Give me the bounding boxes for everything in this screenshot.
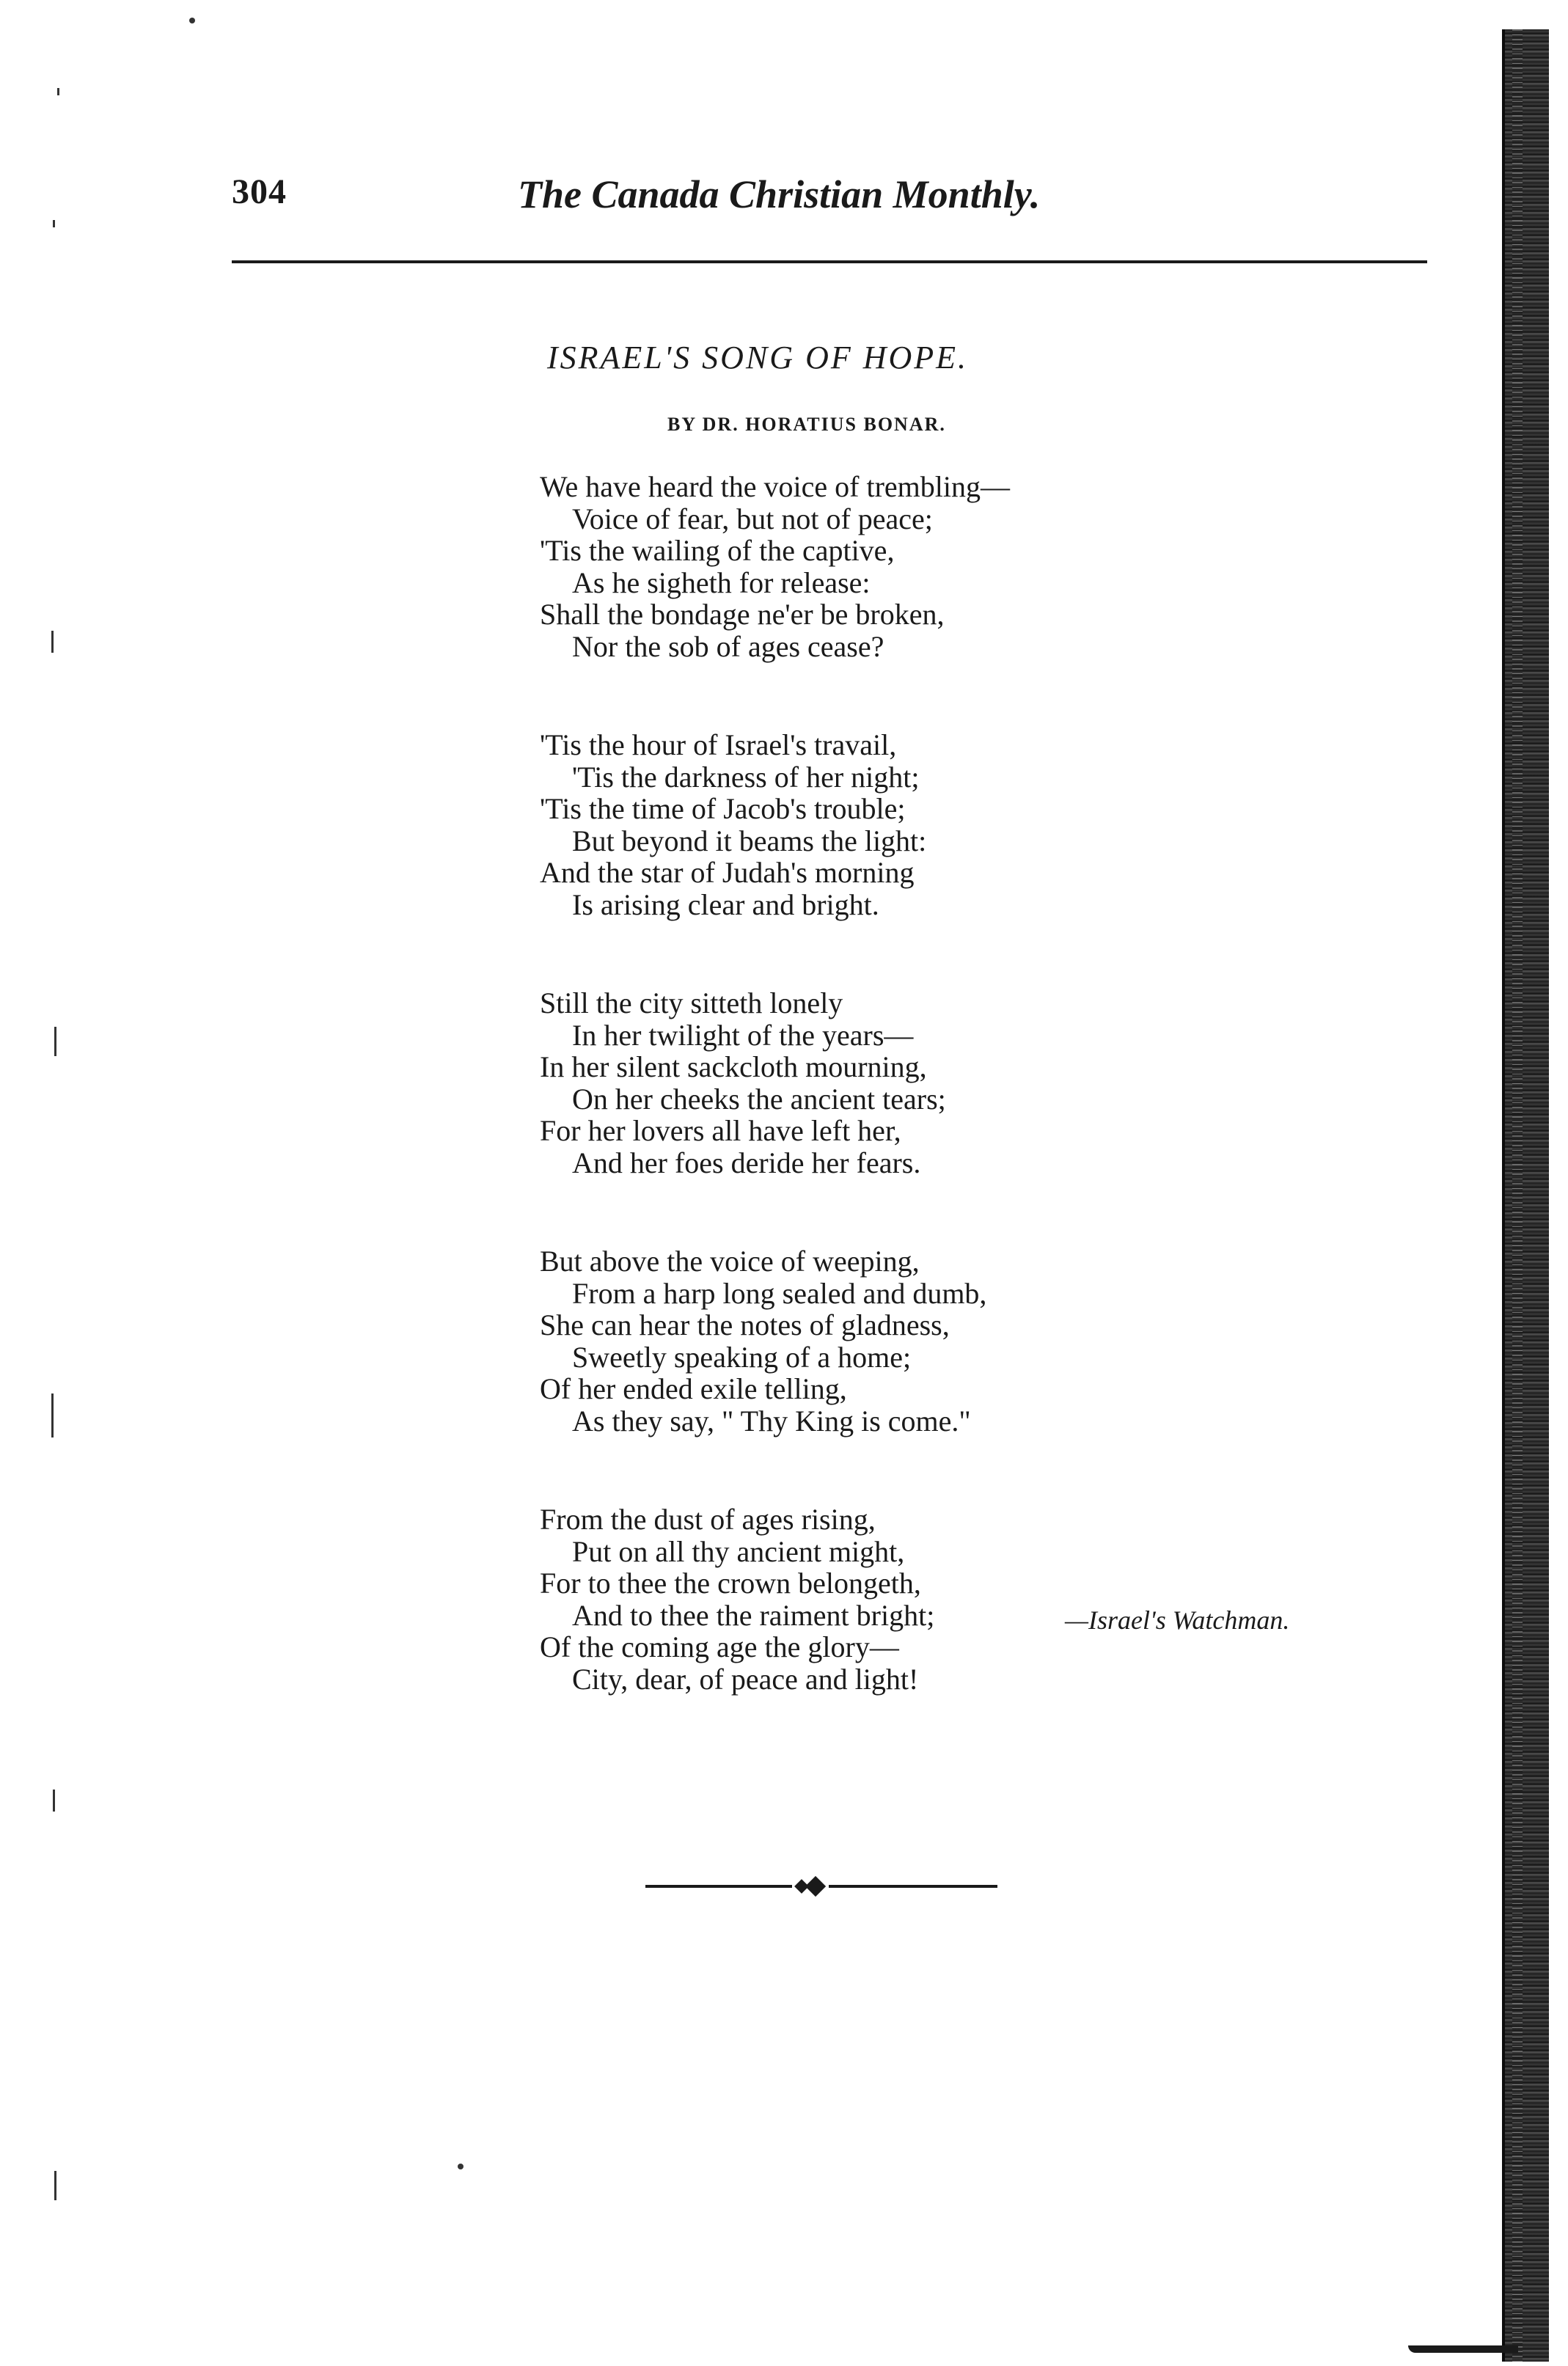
stanza: [540, 471, 1273, 662]
page-binding-edge: [1502, 29, 1549, 2362]
poem-line: City, dear, of peace and light!: [572, 1662, 919, 1696]
poem-line: In her twilight of the years—: [572, 1018, 914, 1052]
page-header: [232, 172, 1427, 230]
poem-line: But above the voice of weeping,: [540, 1245, 920, 1278]
poem-line: Sweetly speaking of a home;: [572, 1340, 912, 1374]
header-rule: [232, 260, 1427, 263]
poem-line: She can hear the notes of gladness,: [540, 1308, 950, 1341]
margin-speck: [51, 1393, 54, 1437]
ornament-rule-left: [645, 1885, 792, 1888]
page-binding-foot: [1408, 2345, 1518, 2353]
poem-line: Shall the bondage ne'er be broken,: [540, 598, 945, 631]
poem-line: In her silent sackcloth mourning,: [540, 1050, 927, 1083]
margin-speck: [54, 2171, 56, 2200]
poem-line: On her cheeks the ancient tears;: [572, 1082, 946, 1116]
poem-line: 'Tis the darkness of her night;: [572, 760, 920, 794]
stanza: [540, 1504, 1273, 1695]
poem-line: As they say, " Thy King is come.": [572, 1404, 971, 1437]
poem-line: As he sigheth for release:: [572, 565, 871, 599]
poem-line: And to thee the raiment bright;: [572, 1598, 935, 1632]
poem-line: But beyond it beams the light:: [572, 824, 927, 857]
poem-line: 'Tis the wailing of the captive,: [540, 534, 895, 567]
poem-line: Of the coming age the glory—: [540, 1630, 899, 1663]
poem-body: [540, 471, 1273, 1762]
margin-speck: [53, 220, 55, 227]
stanza: [540, 1245, 1273, 1437]
poem-line: And her foes deride her fears.: [572, 1146, 921, 1179]
poem-line: For to thee the crown belongeth,: [540, 1567, 921, 1600]
poem-title: ISRAEL'S SONG OF HOPE.: [547, 340, 969, 376]
poem-line: And the star of Judah's morning: [540, 856, 915, 889]
poem-line: 'Tis the time of Jacob's trouble;: [540, 792, 906, 825]
poem-line: From a harp long sealed and dumb,: [572, 1276, 987, 1310]
poem-line: From the dust of ages rising,: [540, 1503, 876, 1536]
poem-line: Is arising clear and bright.: [572, 887, 879, 921]
running-title: The Canada Christian Monthly.: [518, 172, 1041, 216]
poem-attribution: —Israel's Watchman.: [1065, 1605, 1290, 1635]
poem-line: Of her ended exile telling,: [540, 1372, 847, 1405]
ornament-rule-right: [829, 1885, 997, 1888]
margin-speck: [189, 18, 195, 23]
poem-byline: BY DR. HORATIUS BONAR.: [667, 414, 946, 435]
page-number: 304: [232, 172, 287, 211]
margin-speck: [458, 2164, 464, 2169]
margin-speck: [51, 631, 54, 653]
poem-line: For her lovers all have left her,: [540, 1114, 901, 1147]
poem-line: We have heard the voice of trembling—: [540, 470, 1010, 503]
poem-line: Put on all thy ancient might,: [572, 1534, 905, 1568]
poem-line: Voice of fear, but not of peace;: [572, 502, 933, 535]
stanza: [540, 987, 1273, 1179]
section-end-ornament: [645, 1878, 997, 1895]
margin-speck: [57, 88, 59, 95]
poem-line: Still the city sitteth lonely: [540, 986, 843, 1019]
stanza: [540, 729, 1273, 920]
poem-line: 'Tis the hour of Israel's travail,: [540, 728, 897, 761]
ornament-diamond-icon: [805, 1876, 826, 1897]
margin-speck: [53, 1790, 55, 1812]
margin-speck: [54, 1027, 56, 1056]
poem-line: Nor the sob of ages cease?: [572, 629, 884, 663]
